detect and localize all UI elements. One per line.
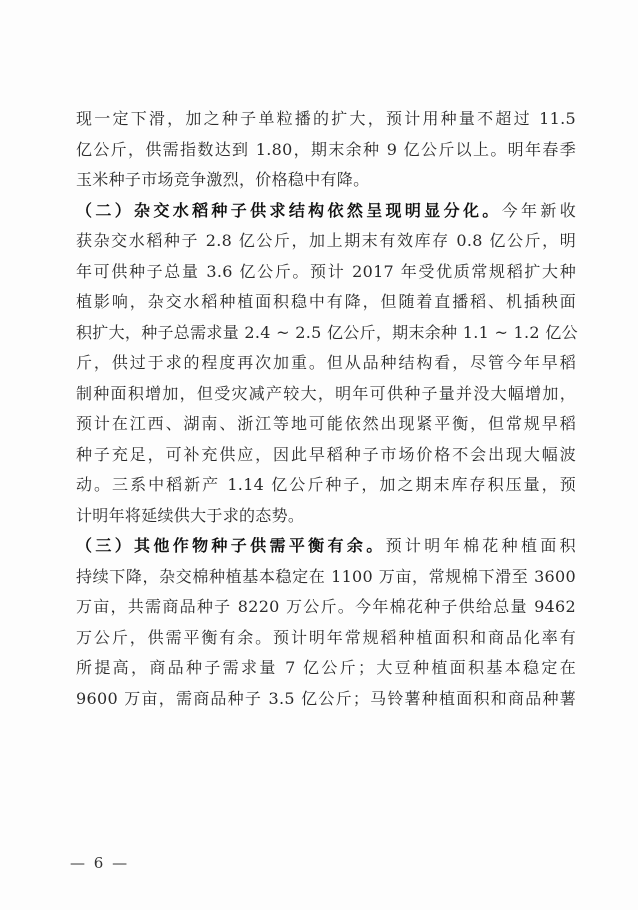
section-heading-line: （三）其他作物种子供需平衡有余。预计明年棉花种植面积 — [76, 536, 576, 555]
text-line: 万亩，共需商品种子 8220 万公斤。今年棉花种子供给总量 9462 — [76, 597, 576, 616]
text-line: 现一定下滑，加之种子单粒播的扩大，预计用种量不超过 11.5 — [76, 109, 576, 128]
text-line: 种子充足，可补充供应，因此早稻种子市场价格不会出现大幅波 — [76, 444, 576, 464]
text-line: 持续下降，杂交棉种植基本稳定在 1100 万亩，常规棉下滑至 3600 — [76, 566, 576, 586]
section-heading: （二）杂交水稻种子供求结构依然呈现明显分化。 — [76, 200, 502, 220]
body-text — [76, 104, 576, 714]
section-heading: （三）其他作物种子供需平衡有余。 — [76, 536, 386, 555]
text-line: 亿公斤，供需指数达到 1.80，期末余种 9 亿公斤以上。明年春季 — [76, 139, 576, 159]
text-line: 计明年将延续供大于求的态势。 — [76, 505, 305, 525]
text-line: 植影响，杂交水稻种植面积稳中有降，但随着直播稻、机插秧面 — [76, 292, 576, 311]
text-line: 斤，供过于求的程度再次加重。但从品种结构看，尽管今年早稻 — [76, 353, 576, 372]
text-line: 玉米种子市场竞争激烈，价格稳中有降。 — [76, 170, 370, 189]
text-line: 积扩大，种子总需求量 2.4 ~ 2.5 亿公斤，期末余种 1.1 ~ 1.2 亿公 — [76, 322, 578, 342]
section-heading-line: （二）杂交水稻种子供求结构依然呈现明显分化。今年新收 — [76, 200, 576, 220]
text-line: 获杂交水稻种子 2.8 亿公斤，加上期末有效库存 0.8 亿公斤，明 — [76, 231, 576, 250]
text-line: 动。三系中稻新产 1.14 亿公斤种子，加之期末库存积压量，预 — [76, 475, 576, 494]
text-line: 万公斤，供需平衡有余。预计明年常规稻种植面积和商品化率有 — [76, 627, 576, 647]
text-line: 年可供种子总量 3.6 亿公斤。预计 2017 年受优质常规稻扩大种 — [76, 261, 576, 281]
text-line: 预计在江西、湖南、浙江等地可能依然出现紧平衡，但常规早稻 — [76, 414, 576, 433]
text-line: 制种面积增加，但受灾减产较大，明年可供种子量并没大幅增加， — [76, 383, 576, 403]
text-line: 所提高，商品种子需求量 7 亿公斤；大豆种植面积基本稳定在 — [76, 658, 576, 677]
text-line: 9600 万亩，需商品种子 3.5 亿公斤；马铃薯种植面积和商品种薯 — [76, 688, 576, 708]
page-number: — 6 — — [70, 854, 130, 872]
